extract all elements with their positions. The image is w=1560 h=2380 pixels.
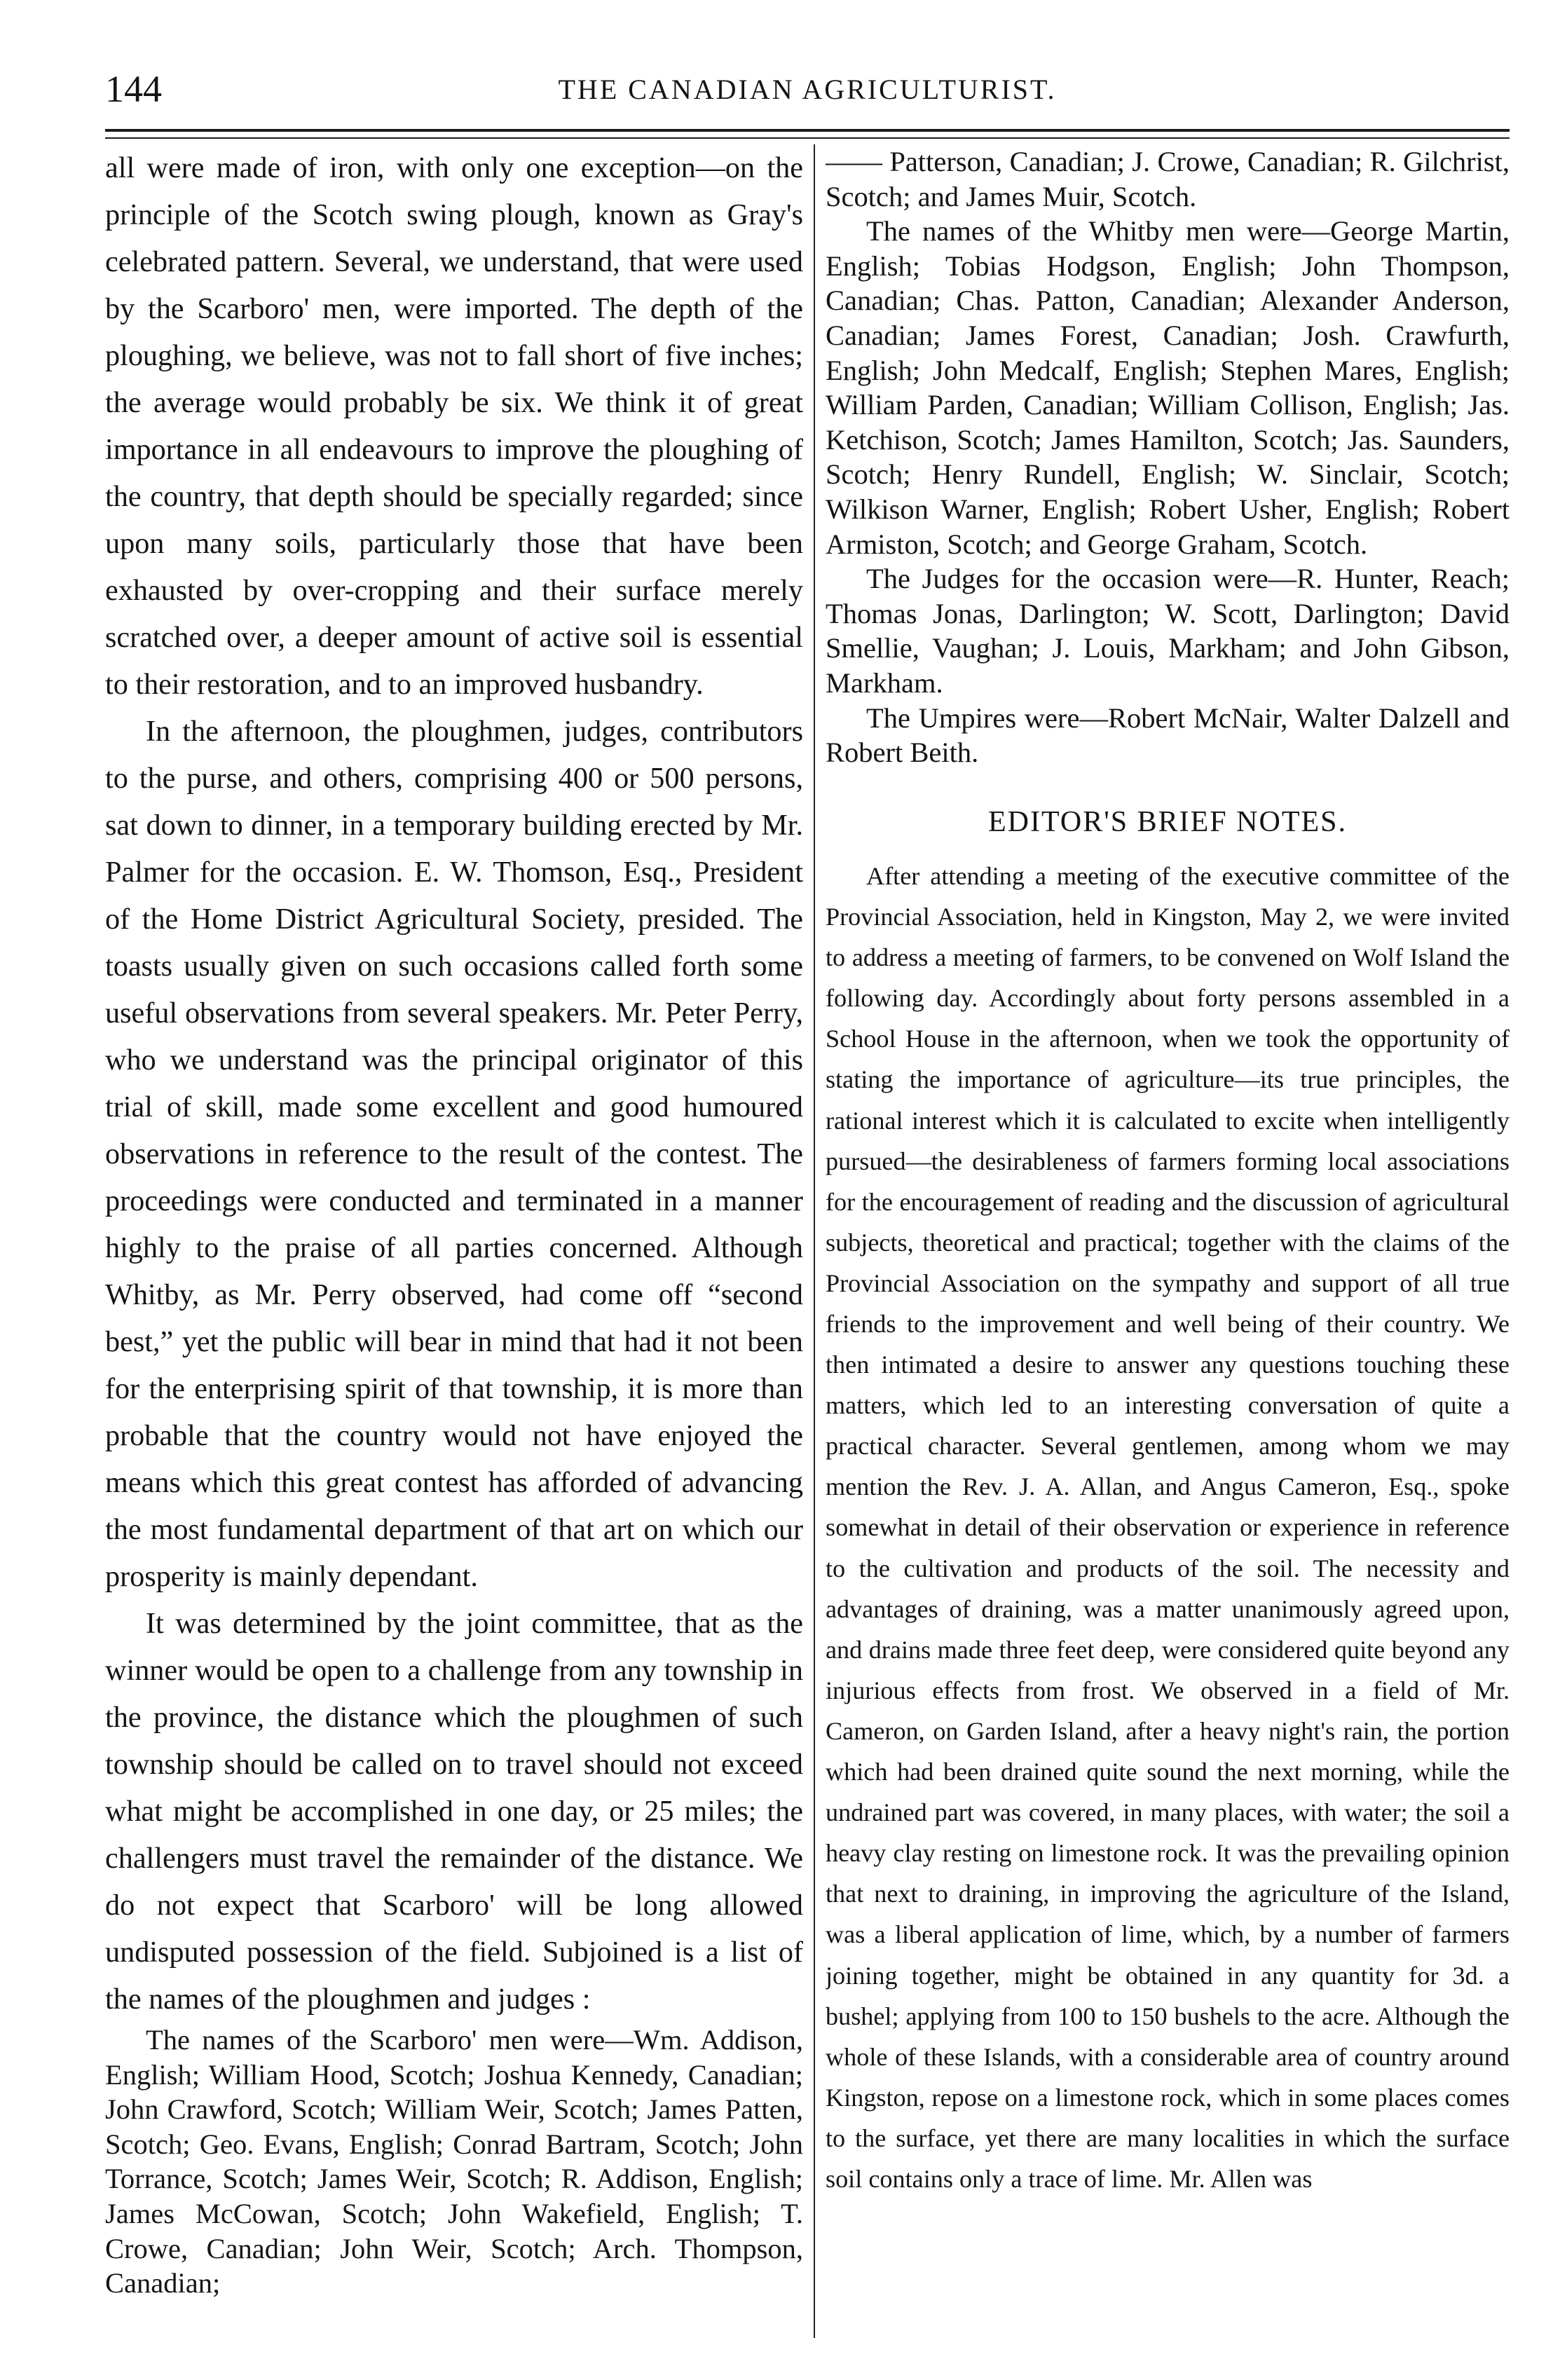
left-paragraph-1: all were made of iron, with only one exception—on the principle of the Scotch swing plough, known as Gray's celebrated pattern. Several, we understand, that were used by the Scarboro' men, were imported. The depth of the ploughing, we believe, was not to fall short of five inches; the average would probably be six. We think it of great importance in all endeavours to improve the ploughing of the country, that depth should be specially regarded; since upon many soils, particularly those that have been exhausted by over-cropping and their surface merely scratched over, a deeper amount of active soil is essential to their restoration, and to an improved husbandry. [105,151,803,701]
column-divider [814,144,815,2338]
judges-list: The Judges for the occasion were—R. Hunter, Reach; Thomas Jonas, Darlington; W. Scott, Darlington; David Smellie, Vaughan; J. Louis, Markham; and John Gibson, Markham. [826,563,1510,699]
right-column [826,144,1510,2338]
left-paragraph-2: In the afternoon, the ploughmen, judges, contributors to the purse, and others, comprising 400 or 500 persons, sat down to dinner, in a temporary building erected by Mr. Palmer for the occasion. E. W. Thomson, Esq., President of the Home District Agricultural Society, presided. The toasts usually given on such occasions called forth some useful observations from several speakers. Mr. Peter Perry, who we understand was the principal originator of this trial of skill, made some excellent and good humoured observations in reference to the result of the contest. The proceedings were conducted and terminated in a manner highly to the praise of all parties concerned. Although Whitby, as Mr. Perry observed, had come off “second best,” yet the public will bear in mind that had it not been for the enterprising spirit of that township, it is more than probable that the country would not have enjoyed the means which this great contest has afforded of advancing the most fundamental department of that art on which our prosperity is mainly dependant. [105,715,803,1593]
umpires-list: The Umpires were—Robert McNair, Walter Dalzell and Robert Beith. [826,702,1510,769]
scarboro-names-continued: —— Patterson, Canadian; J. Crowe, Canadian; R. Gilchrist, Scotch; and James Muir, Scotch. [826,146,1510,212]
header-rule-thick [105,129,1510,132]
header-rule-thin [105,137,1510,139]
left-paragraph-3: It was determined by the joint committee, that as the winner would be open to a challenge from any township in the province, the distance which the ploughmen of such township should be called on to travel should not exceed what might be accomplished in one day, or 25 miles; the challengers must travel the remainder of the distance. We do not expect that Scarboro' will be long allowed undisputed possession of the field. Subjoined is a list of the names of the ploughmen and judges : [105,1607,803,2016]
page-number: 144 [105,68,162,110]
section-heading: EDITOR'S BRIEF NOTES. [988,805,1347,838]
whitby-names-list: The names of the Whitby men were—George Martin, English; Tobias Hodgson, English; John Thompson, Canadian; Chas. Patton, Canadian; Alexander Anderson, Canadian; James Forest, Canadian; Josh. Crawfurth, English; John Medcalf, English; Stephen Mares, English; William Parden, Canadian; William Collison, English; Jas. Ketchison, Scotch; James Hamilton, Scotch; Jas. Saunders, Scotch; Henry Rundell, English; W. Sinclair, Scotch; Wilkison Warner, English; Robert Usher, English; Robert Armiston, Scotch; and George Graham, Scotch. [826,215,1510,560]
left-column [105,144,803,2338]
running-title: THE CANADIAN AGRICULTURIST. [558,74,1057,105]
editors-notes-paragraph: After attending a meeting of the executive committee of the Provincial Association, held in Kingston, May 2, we were invited to address a meeting of farmers, to be convened on Wolf Island the following day. Accordingly about forty persons assembled in a School House in the afternoon, when we took the opportunity of stating the importance of agriculture—its true principles, the rational interest which it is calculated to excite when intelligently pursued—the desirableness of farmers forming local associations for the encouragement of reading and the discussion of agricultural subjects, theoretical and practical; together with the claims of the Provincial Association on the sympathy and support of all true friends to the improvement and well being of their country. We then intimated a desire to answer any questions touching these matters, which led to an interesting conversation of quite a practical character. Several gentlemen, among whom we may mention the Rev. J. A. Allan, and Angus Cameron, Esq., spoke somewhat in detail of their observation or experience in reference to the cultivation and products of the soil. The necessity and advantages of draining, was a matter unanimously agreed upon, and drains made three feet deep, were considered quite beyond any injurious effects from frost. We observed in a field of Mr. Cameron, on Garden Island, after a heavy night's rain, the portion which had been drained quite sound the next morning, while the undrained part was covered, in many places, with water; the soil a heavy clay resting on limestone rock. It was the prevailing opinion that next to draining, in improving the agriculture of the Island, was a liberal application of lime, which, by a number of farmers joining together, might be obtained in any quantity for 3d. a bushel; applying from 100 to 150 bushels to the acre. Although the whole of these Islands, with a considerable area of country around Kingston, repose on a limestone rock, which in some places comes to the surface, yet there are many localities in which the surface soil contains only a trace of lime. Mr. Allen was [826,861,1510,2193]
scarboro-names-list: The names of the Scarboro' men were—Wm. Addison, English; William Hood, Scotch; Joshua Kennedy, Canadian; John Crawford, Scotch; William Weir, Scotch; James Patten, Scotch; Geo. Evans, English; Conrad Bartram, Scotch; John Torrance, Scotch; James Weir, Scotch; R. Addison, English; James McCowan, Scotch; John Wakefield, English; T. Crowe, Canadian; John Weir, Scotch; Arch. Thompson, Canadian; [105,2024,803,2299]
page-header [105,67,1510,109]
